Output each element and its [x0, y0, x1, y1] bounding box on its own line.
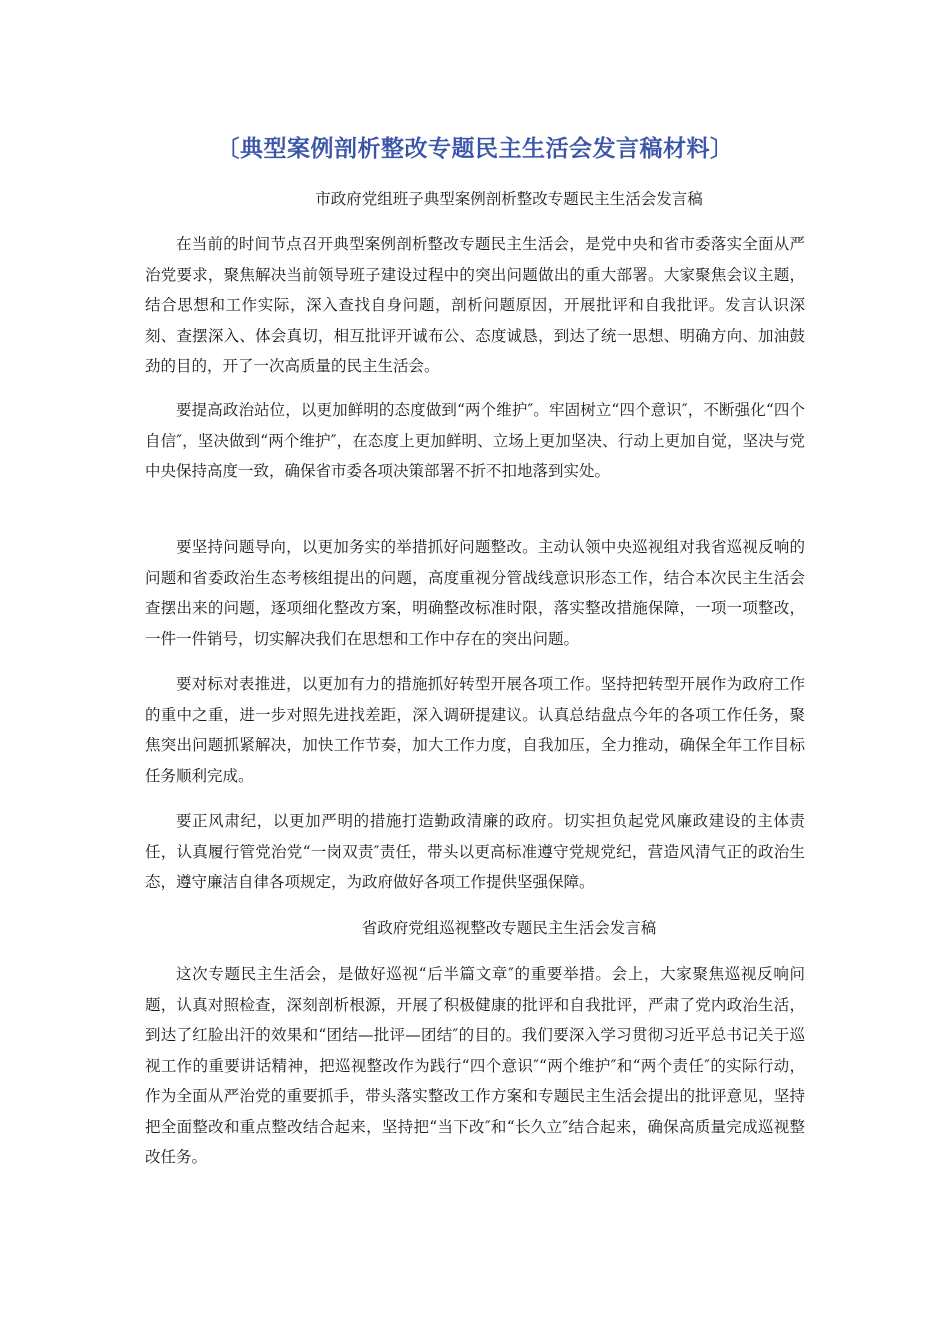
paragraph: 在当前的时间节点召开典型案例剖析整改专题民主生活会，是党中央和省市委落实全面从严治党要求，聚焦解决当前领导班子建设过程中的突出问题做出的重大部署。大家聚焦会议主题，结合思想和工作实际，深入查找自身问题，剖析问题原因，开展批评和自我批评。发言认识深刻、查摆深入、体会真切，相互批评开诚布公、态度诚恳，到达了统一思想、明确方向、加油鼓劲的目的，开了一次高质量的民主生活会。: [145, 235, 805, 375]
paragraph: 这次专题民主生活会，是做好巡视“后半篇文章″的重要举措。会上，大家聚焦巡视反响问题，认真对照检查，深刻剖析根源，开展了积极健康的批评和自我批评，严肃了党内政治生活，到达了红脸出汗的效果和“团结—批评—团结″的目的。我们要深入学习贯彻习近平总书记关于巡视工作的重要讲话精神，把巡视整改作为践行“四个意识″“两个维护″和“两个责任″的实际行动，作为全面从严治党的重要抓手，带头落实整改工作方案和专题民主生活会提出的批评意见，坚持把全面整改和重点整改结合起来，坚持把“当下改″和“长久立″结合起来，确保高质量完成巡视整改任务。: [145, 965, 805, 1166]
section-heading: 省政府党组巡视整改专题民主生活会发言稿: [361, 919, 657, 937]
section-heading: 市政府党组班子典型案例剖析整改专题民主生活会发言稿: [315, 190, 703, 208]
paragraph: 要对标对表推进，以更加有力的措施抓好转型开展各项工作。坚持把转型开展作为政府工作的重中之重，进一步对照先进找差距，深入调研提建议。认真总结盘点今年的各项工作任务，聚焦突出问题抓紧解决，加快工作节奏，加大工作力度，自我加压，全力推动，确保全年工作目标任务顺利完成。: [145, 675, 805, 785]
document-title: 〔典型案例剖析整改专题民主生活会发言稿材料〕: [216, 136, 734, 162]
paragraph: 要坚持问题导向，以更加务实的举措抓好问题整改。主动认领中央巡视组对我省巡视反响的问题和省委政治生态考核组提出的问题，高度重视分管战线意识形态工作，结合本次民主生活会查摆出来的问题，逐项细化整改方案，明确整改标准时限，落实整改措施保障，一项一项整改，一件一件销号，切实解决我们在思想和工作中存在的突出问题。: [145, 538, 805, 648]
paragraph: 要提高政治站位，以更加鲜明的态度做到“两个维护″。牢固树立“四个意识″，不断强化“四个自信″，坚决做到“两个维护″，在态度上更加鲜明、立场上更加坚决、行动上更加自觉，坚决与党中央保持高度一致，确保省市委各项决策部署不折不扣地落到实处。: [145, 401, 805, 480]
paragraph: 要正风肃纪，以更加严明的措施打造勤政清廉的政府。切实担负起党风廉政建设的主体责任，认真履行管党治党“一岗双责″责任，带头以更高标准遵守党规党纪，营造风清气正的政治生态，遵守廉洁自律各项规定，为政府做好各项工作提供坚强保障。: [145, 812, 805, 891]
